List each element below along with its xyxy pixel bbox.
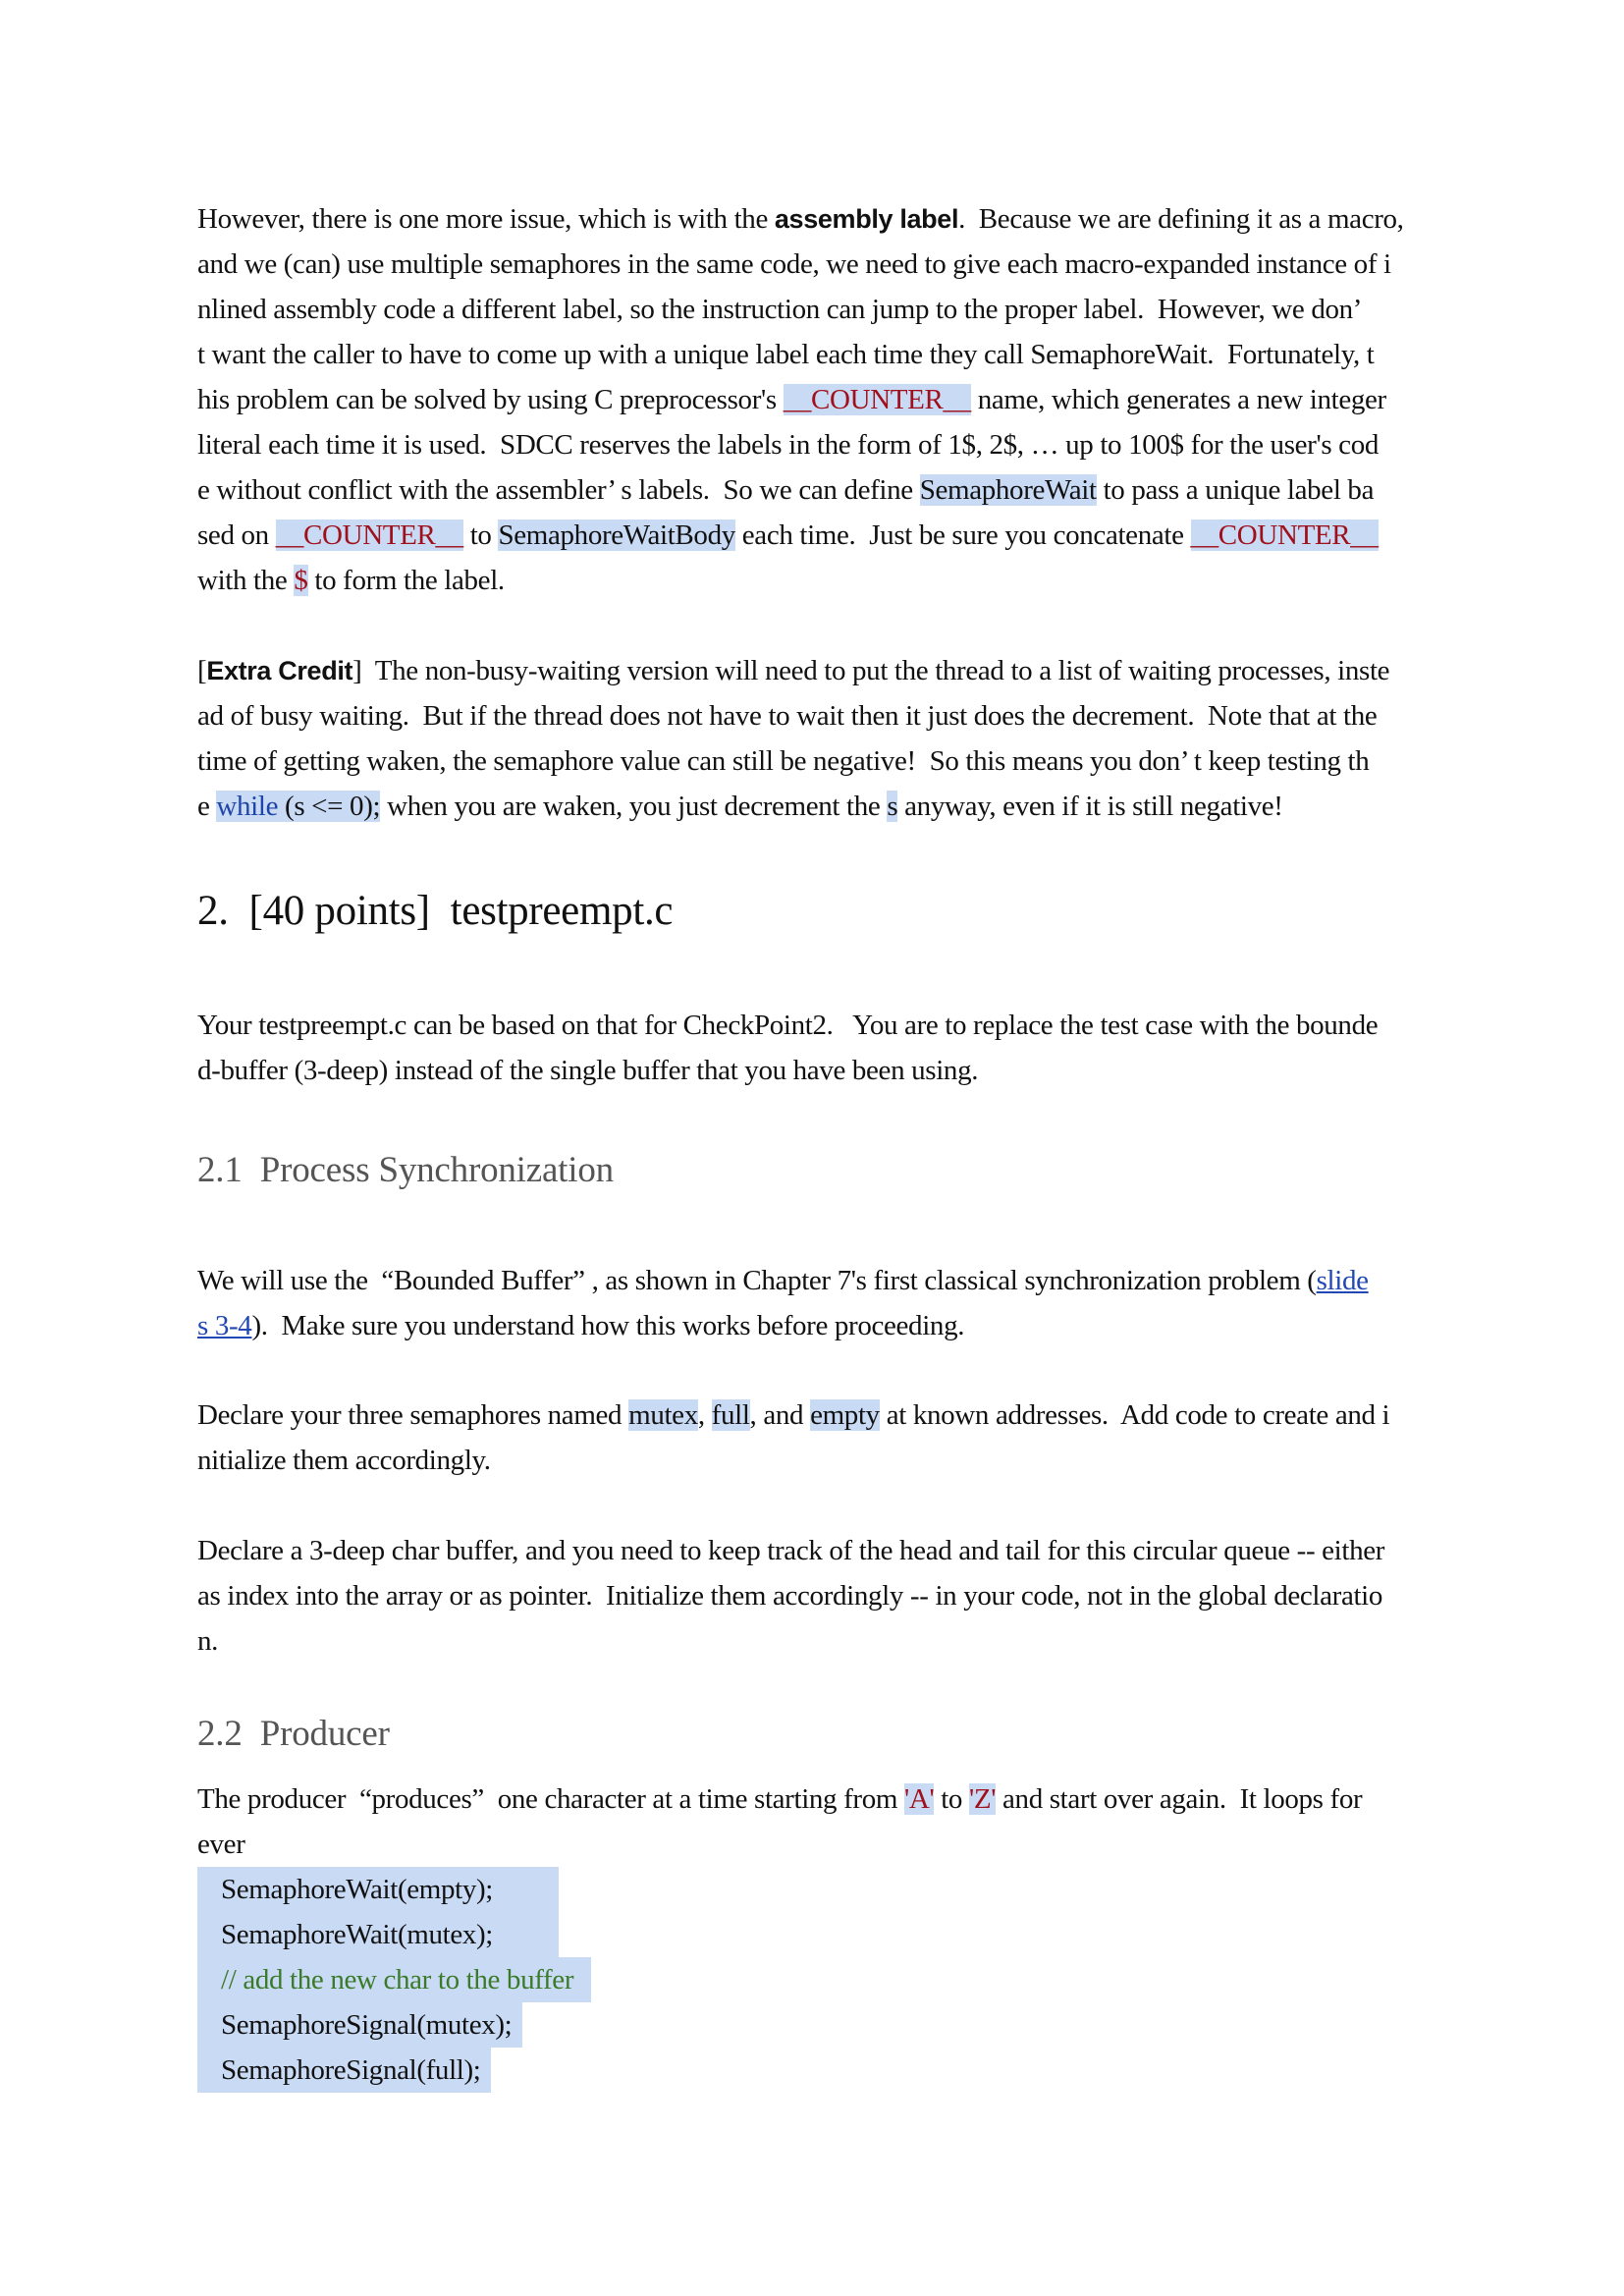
text-line (197, 1303, 1442, 1348)
text: sed on (197, 519, 276, 551)
code-block (197, 1867, 591, 2093)
paragraph-semaphores (197, 1393, 1442, 1483)
text-line (197, 196, 1442, 242)
code-term: mutex (628, 1399, 698, 1431)
text-line (197, 558, 1442, 603)
text: ] The non-busy-waiting version will need to put the thread to a list of waiting processes, inste (352, 655, 1390, 686)
text-line: Your testpreempt.c can be based on that for CheckPoint2. You are to replace the test case with the bounde (197, 1010, 1379, 1041)
bold-term: Extra Credit (206, 656, 353, 685)
code-term: empty (810, 1399, 880, 1431)
text: name, which generates a new integer (970, 384, 1386, 415)
code-term: $ (294, 565, 308, 596)
text-line: n. (197, 1625, 219, 1657)
text: The producer “produces” one character at a time starting from (197, 1783, 904, 1815)
text: at known addresses. Add code to create and i (879, 1399, 1390, 1431)
slides-link[interactable]: s 3-4 (197, 1310, 252, 1341)
subsection-heading: 2.1 Process Synchronization (197, 1150, 614, 1190)
code-line: SemaphoreSignal(mutex); (197, 2002, 522, 2048)
text: to form the label. (307, 565, 505, 596)
text-line (197, 513, 1442, 558)
paragraph-producer (197, 1777, 1442, 1867)
code-term: (s <= 0); (278, 791, 381, 822)
text-line: ever (197, 1829, 245, 1860)
text: anyway, even if it is still negative! (897, 791, 1283, 822)
text: with the (197, 565, 295, 596)
text: each time. Just be sure you concatenate (734, 519, 1191, 551)
text: ). Make sure you understand how this works before proceeding. (251, 1310, 965, 1341)
text: to pass a unique label ba (1096, 474, 1375, 506)
code-comment: // add the new char to the buffer (197, 1957, 591, 2002)
text-line (197, 377, 1442, 422)
text-line: time of getting waken, the semaphore value can still be negative! So this means you don’ t keep testing th (197, 745, 1370, 777)
section-heading: 2. [40 points] testpreempt.c (197, 888, 674, 934)
text: . Because we are defining it as a macro, (958, 203, 1404, 235)
subsection-heading: 2.2 Producer (197, 1714, 390, 1754)
text: , and (749, 1399, 811, 1431)
code-term: full (711, 1399, 750, 1431)
text: However, there is one more issue, which is with the (197, 203, 775, 235)
paragraph-buffer (197, 1528, 1442, 1664)
text: Declare your three semaphores named (197, 1399, 629, 1431)
paragraph-assembly-label (197, 196, 1442, 603)
paragraph-bounded-buffer (197, 1258, 1442, 1348)
code-term: SemaphoreWait (919, 474, 1097, 506)
text-line: as index into the array or as pointer. Initialize them accordingly -- in your code, not in the global declaratio (197, 1580, 1383, 1612)
code-term: SemaphoreWaitBody (498, 519, 735, 551)
code-term: __COUNTER__ (783, 384, 971, 415)
code-term: 'A' (903, 1783, 935, 1815)
text: We will use the “Bounded Buffer” , as shown in Chapter 7's first classical synchronization problem ( (197, 1265, 1317, 1296)
text-line (197, 1777, 1442, 1822)
code-term: __COUNTER__ (1190, 519, 1379, 551)
text-line (197, 1393, 1442, 1438)
code-line: SemaphoreWait(mutex); (197, 1912, 559, 1957)
paragraph-intro (197, 1003, 1442, 1093)
code-term: 'Z' (969, 1783, 997, 1815)
code-keyword: while (216, 791, 279, 822)
text-line (197, 1258, 1442, 1303)
text: e without conflict with the assembler’ s labels. So we can define (197, 474, 920, 506)
text-line: nitialize them accordingly. (197, 1445, 491, 1476)
text-line (197, 648, 1442, 693)
code-line: SemaphoreWait(empty); (197, 1867, 559, 1912)
code-term: __COUNTER__ (275, 519, 463, 551)
text-line: ad of busy waiting. But if the thread does not have to wait then it just does the decrement. Note that at the (197, 700, 1378, 732)
text-line: nlined assembly code a different label, so the instruction can jump to the proper label. However, we don’ (197, 294, 1363, 325)
text: his problem can be solved by using C preprocessor's (197, 384, 784, 415)
text-line: t want the caller to have to come up with a unique label each time they call SemaphoreWait. Fortunately, t (197, 339, 1375, 370)
paragraph-extra-credit (197, 648, 1442, 829)
text-line (197, 784, 1442, 829)
text: when you are waken, you just decrement the (380, 791, 888, 822)
text: to (934, 1783, 969, 1815)
text: and start over again. It loops for (996, 1783, 1363, 1815)
code-line: SemaphoreSignal(full); (197, 2048, 491, 2093)
text: to (462, 519, 499, 551)
text: e (197, 791, 217, 822)
text-line: and we (can) use multiple semaphores in the same code, we need to give each macro-expanded instance of i (197, 248, 1391, 280)
text: , (697, 1399, 712, 1431)
text-line (197, 467, 1442, 513)
bold-term: assembly label (774, 204, 959, 234)
text: [ (197, 655, 207, 686)
text-line: Declare a 3-deep char buffer, and you need to keep track of the head and tail for this circular queue -- either (197, 1535, 1385, 1566)
slides-link[interactable]: slide (1316, 1265, 1369, 1296)
text-line: d-buffer (3-deep) instead of the single buffer that you have been using. (197, 1055, 979, 1086)
code-term: s (887, 791, 898, 822)
text-line: literal each time it is used. SDCC reserves the labels in the form of 1$, 2$, … up to 100$ for the user's cod (197, 429, 1379, 461)
